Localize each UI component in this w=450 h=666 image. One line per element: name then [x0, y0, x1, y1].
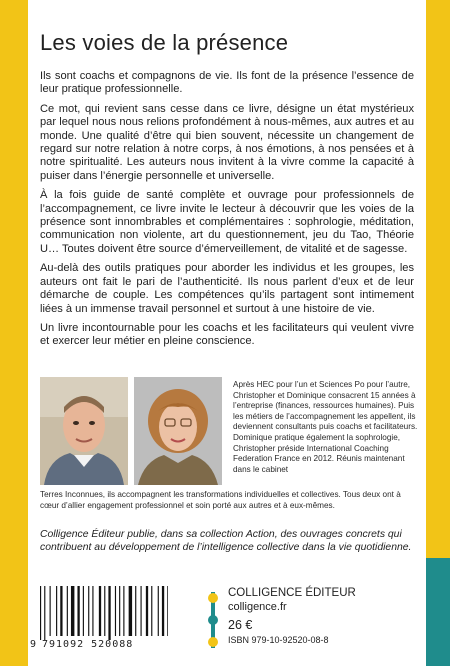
barcode-bar: [56, 586, 57, 636]
right-teal-band: [426, 558, 450, 666]
barcode-bar: [129, 586, 132, 636]
barcode-bar: [40, 586, 41, 640]
barcode-lead-digit: 9: [30, 639, 37, 650]
barcode-bar: [151, 586, 152, 636]
price: 26 €: [228, 618, 253, 632]
barcode-bar: [141, 586, 142, 636]
collection-note: Colligence Éditeur publie, dans sa collection Action, des ouvrages concrets qui contribuent au développement de l’intelligence collective dans la vie quotidienne.: [40, 529, 412, 554]
publisher-website: colligence.fr: [228, 601, 287, 613]
barcode-bars: [40, 586, 168, 640]
barcode: [30, 582, 180, 656]
barcode-bar: [108, 586, 110, 640]
blurb-paragraph: Ils sont coachs et compagnons de vie. Ils font de la présence l’essence de leur pratique professionnelle.: [40, 70, 414, 96]
colligence-logo-icon: [205, 590, 221, 650]
barcode-bar: [158, 586, 159, 636]
barcode-bar: [44, 586, 45, 640]
author-photo-christopher: [40, 377, 128, 485]
blurb-paragraph: Au-delà des outils pratiques pour aborder les individus et les groupes, les auteurs ont fait le pari de l’authenticité. Ils nous parlent d’eux et de leur démarche de couple. Les compétences qu’ils partagent sont intimement liées à un immense travail personnel et surtout à une histoire de vie.: [40, 262, 414, 315]
publisher-name: COLLIGENCE ÉDITEUR: [228, 587, 356, 599]
book-title: Les voies de la présence: [40, 30, 289, 55]
barcode-bar: [50, 586, 51, 636]
blurb: [40, 70, 414, 355]
barcode-bar: [67, 586, 68, 636]
barcode-bar: [99, 586, 101, 636]
barcode-bar: [60, 586, 62, 636]
barcode-bar: [104, 586, 105, 636]
blurb-paragraph: À la fois guide de santé complète et ouvrage pour professionnels de l’accompagnement, ce livre invite le lecteur à découvrir que les voies de la présence sont innombrables et complémentaires : sophrologie, méditation, communication non violente, art du questionnement, jeu du Tao, Théorie U… Toutes doivent être source d’émerveillement, de vitalité et de sagesse.: [40, 189, 414, 255]
isbn: ISBN 979-10-92520-08-8: [228, 635, 329, 645]
barcode-bar: [71, 586, 74, 636]
barcode-bar: [167, 586, 168, 636]
barcode-bar: [92, 586, 93, 636]
publisher-block: [228, 586, 408, 646]
blurb-paragraph: Ce mot, qui revient sans cesse dans ce livre, désigne un état mystérieux par lequel nous nous relions profondément à nous-mêmes, aux autres et au monde. Une qualité d’être qui bien souvent, nécessite un changement de regard sur notre relation à notre corps, à nos émotions, à nos pensées et à notre spiritualité. Les auteurs nous invitent à la vivre comme la capacité à puiser dans l’énergie personnelle et universelle.: [40, 102, 414, 182]
authors-bio: Après HEC pour l’un et Sciences Po pour l’autre, Christopher et Dominique consacrent 15 années à l’entreprise (finances, ressources humaines). Puis les métiers de l’accompagnement les appellent, ils deviennent consultants puis coachs et facilitateurs. Dominique pratique également la sophrologie, Christopher préside International Coaching Federation France en 2012. Réunis maintenant dans le cabinet: [233, 380, 418, 474]
barcode-bar: [77, 586, 79, 636]
barcode-bar: [88, 586, 89, 636]
barcode-bar: [135, 586, 136, 636]
authors-bio-continued: Terres Inconnues, ils accompagnent les transformations individuelles et collectives. Tous deux ont à cœur d’allier engagement professionnel et soin porté aux autres et à eux-mêmes.: [40, 490, 401, 510]
author-photo-dominique: [134, 377, 222, 485]
barcode-bar: [115, 586, 116, 636]
barcode-bar: [146, 586, 148, 636]
barcode-digits: 791092 520088: [42, 639, 134, 650]
barcode-bar: [123, 586, 124, 636]
barcode-bar: [119, 586, 120, 636]
barcode-bar: [83, 586, 84, 636]
left-color-band: [0, 0, 28, 666]
blurb-paragraph: Un livre incontournable pour les coachs et les facilitateurs qui veulent vivre et exercer leur métier en pleine conscience.: [40, 321, 414, 348]
barcode-bar: [162, 586, 164, 636]
